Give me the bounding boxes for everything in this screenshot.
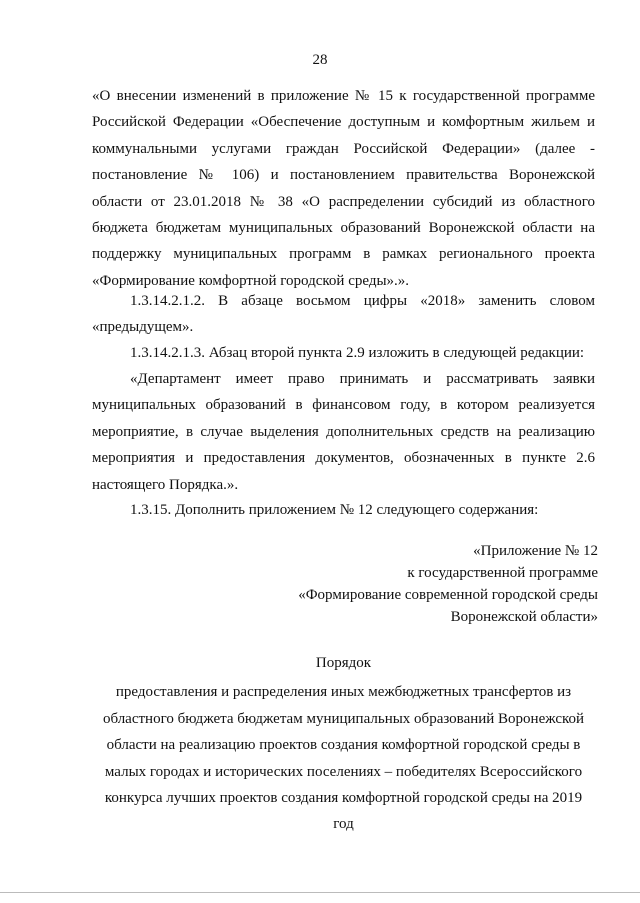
title-line-2: областного бюджета бюджетам муниципальных образований Воронежской bbox=[102, 710, 585, 727]
item-1-3-14-2-1-2-paragraph bbox=[92, 288, 595, 341]
quote-text: «Департамент имеет право принимать и рассматривать заявки муниципальных образований в финансовом году, в котором реализуется мероприятие, в случае выделения дополнительных средств на реализацию мероприятия и предоставления документов, обозначенных в пункте 2.6 настоящего Порядка.». bbox=[92, 371, 595, 493]
procedure-heading: Порядок bbox=[315, 655, 372, 671]
title-line-6: год bbox=[333, 816, 354, 833]
item-1-3-15-text: 1.3.15. Дополнить приложением № 12 следующего содержания: bbox=[130, 502, 539, 518]
appendix-line-1: «Приложение № 12 bbox=[473, 543, 598, 559]
item-1-3-14-2-1-3-paragraph bbox=[92, 340, 595, 366]
intro-text: «О внесении изменений в приложение № 15 к государственной программе Российской Федерации «Обеспечение доступным и комфортным жильем и коммунальными услугами граждан Российской Федерации» (далее - постановление № 106) и постановлением правительства Воронежской области от 23.01.2018 № 38 «О распределении субсидий из областного бюджета бюджетам муниципальных образований Воронежской области на поддержку муниципальных программ в рамках регионального проекта «Формирование комфортной городской среды».». bbox=[92, 88, 595, 289]
quote-paragraph bbox=[92, 366, 595, 498]
appendix-line-4: Воронежской области» bbox=[450, 609, 598, 625]
appendix-line-3: «Формирование современной городской среды bbox=[298, 587, 598, 603]
appendix-line-2: к государственной программе bbox=[407, 565, 598, 581]
title-line-3: области на реализацию проектов создания комфортной городской среды в bbox=[106, 737, 581, 754]
title-line-1: предоставления и распределения иных межбюджетных трансфертов из bbox=[115, 684, 572, 701]
item-1-3-14-2-1-3-text: 1.3.14.2.1.3. Абзац второй пункта 2.9 изложить в следующей редакции: bbox=[130, 345, 585, 361]
item-1-3-14-2-1-2-text: 1.3.14.2.1.2. В абзаце восьмом цифры «2018» заменить словом «предыдущем». bbox=[92, 293, 595, 336]
footer-rule bbox=[0, 892, 640, 893]
appendix-header bbox=[298, 540, 598, 628]
title-line-4: малых городах и исторических поселениях – победителях Всероссийского bbox=[104, 763, 583, 780]
title-line-5: конкурса лучших проектов создания комфортной городской среды на 2019 bbox=[104, 790, 583, 807]
procedure-title-block bbox=[92, 650, 595, 838]
item-1-3-15-paragraph bbox=[92, 497, 595, 523]
intro-paragraph bbox=[92, 83, 595, 294]
page-number: 28 bbox=[312, 52, 328, 68]
